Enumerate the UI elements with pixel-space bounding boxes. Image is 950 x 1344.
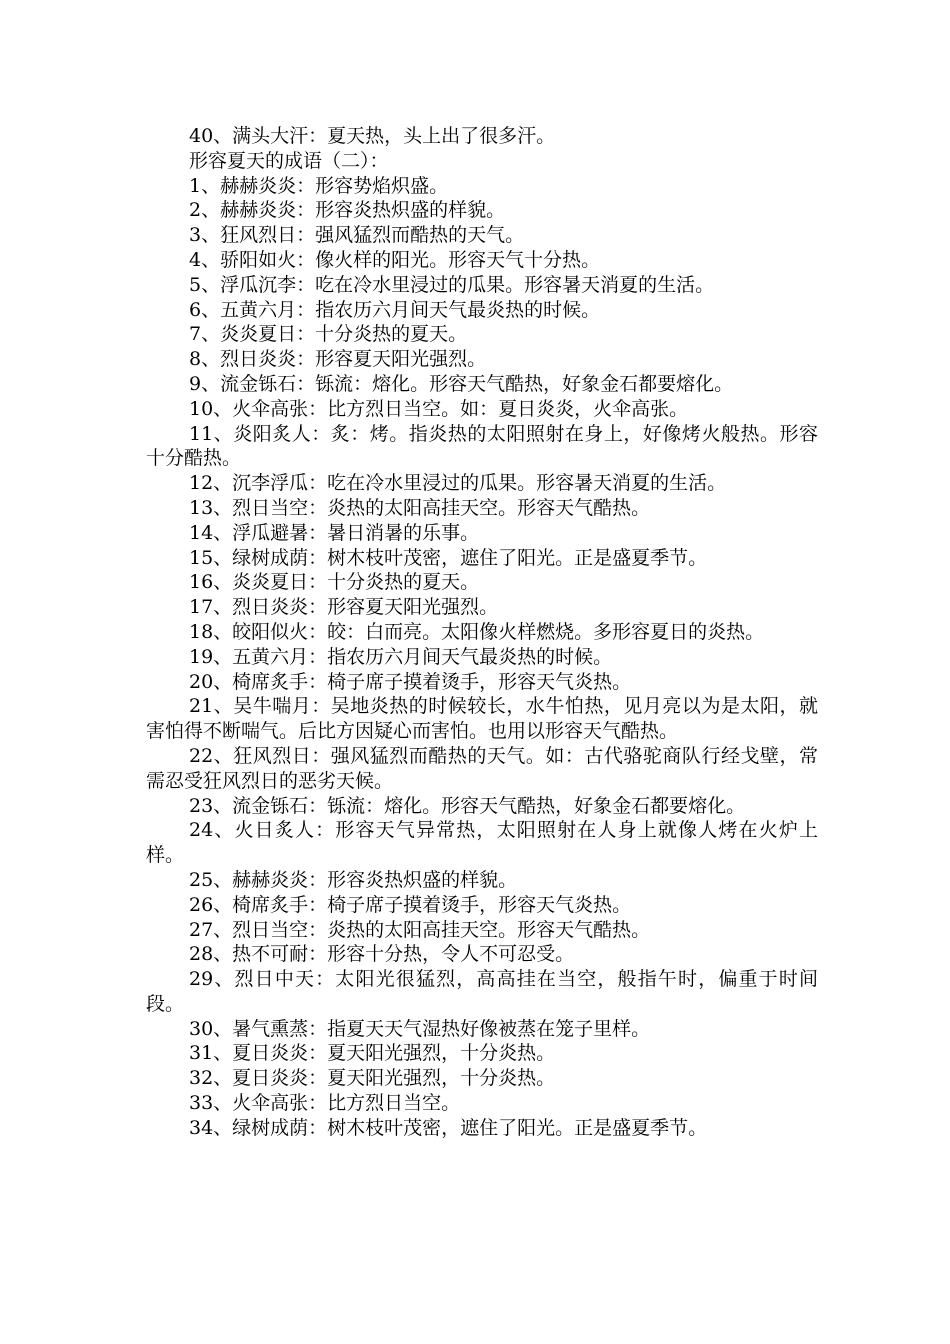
list-item: 16、炎炎夏日：十分炎热的夏天。 [189,571,480,594]
list-item: 20、椅席炙手：椅子席子摸着烫手，形容天气炎热。 [189,670,632,693]
list-item: 21、吴牛喘月：吴地炎热的时候较长，水牛怕热，见月亮以为是太阳，就害怕得不断喘气。后比方因疑心而害怕。也用以形容天气酷热。 [146,695,818,743]
list-item: 15、绿树成荫：树木枝叶茂密，遮住了阳光。正是盛夏季节。 [189,546,708,569]
list-item: 23、流金铄石：铄流：熔化。形容天气酷热，好象金石都要熔化。 [189,794,746,817]
list-item: 6、五黄六月：指农历六月间天气最炎热的时候。 [189,298,601,321]
list-item: 5、浮瓜沉李：吃在冷水里浸过的瓜果。形容暑天消夏的生活。 [189,273,715,296]
list-item: 27、烈日当空：炎热的太阳高挂天空。形容天气酷热。 [189,918,651,941]
list-item: 28、热不可耐：形容十分热，令人不可忍受。 [189,943,575,966]
list-item: 17、烈日炎炎：形容夏天阳光强烈。 [189,596,499,619]
list-item: 24、火日炙人：形容天气异常热，太阳照射在人身上就像人烤在火炉上样。 [146,819,818,867]
list-item: 11、炎阳炙人：炙：烤。指炎热的太阳照射在身上，好像烤火般热。形容十分酷热。 [146,422,818,470]
list-item: 33、火伞高张：比方烈日当空。 [189,1092,461,1115]
list-item: 32、夏日炎炎：夏天阳光强烈，十分炎热。 [189,1067,556,1090]
list-item: 30、暑气熏蒸：指夏天天气湿热好像被蒸在笼子里样。 [189,1017,651,1040]
list-item: 31、夏日炎炎：夏天阳光强烈，十分炎热。 [189,1042,556,1065]
list-item: 40、满头大汗：夏天热，头上出了很多汗。 [189,125,556,147]
section-heading: 形容夏天的成语（二）： [189,149,389,172]
list-item: 3、狂风烈日：强风猛烈而酷热的天气。 [189,224,525,247]
document-body [146,124,818,1141]
list-item: 19、五黄六月：指农历六月间天气最炎热的时候。 [189,645,613,668]
list-item: 26、椅席炙手：椅子席子摸着烫手，形容天气炎热。 [189,893,632,916]
list-item: 18、皎阳似火：皎：白而亮。太阳像火样燃烧。多形容夏日的炎热。 [189,620,765,643]
list-item: 29、烈日中天：太阳光很猛烈，高高挂在当空，般指午时，偏重于时间段。 [146,968,818,1015]
list-item: 22、狂风烈日：强风猛烈而酷热的天气。如：古代骆驼商队行经戈壁，常需忍受狂风烈日的恶劣天候。 [146,744,818,792]
list-item: 1、赫赫炎炎：形容势焰炽盛。 [189,174,449,197]
list-item: 12、沉李浮瓜：吃在冷水里浸过的瓜果。形容暑天消夏的生活。 [189,472,727,495]
list-item: 2、赫赫炎炎：形容炎热炽盛的样貌。 [189,199,506,222]
list-item: 13、烈日当空：炎热的太阳高挂天空。形容天气酷热。 [189,496,651,519]
list-item: 25、赫赫炎炎：形容炎热炽盛的样貌。 [189,868,518,891]
list-item: 34、绿树成荫：树木枝叶茂密，遮住了阳光。正是盛夏季节。 [189,1116,708,1139]
list-item: 4、骄阳如火：像火样的阳光。形容天气十分热。 [189,248,601,271]
list-item: 8、烈日炎炎：形容夏天阳光强烈。 [189,348,487,371]
list-item: 7、炎炎夏日：十分炎热的夏天。 [189,323,468,346]
list-item: 10、火伞高张：比方烈日当空。如：夏日炎炎，火伞高张。 [189,397,689,420]
list-item: 9、流金铄石：铄流：熔化。形容天气酷热，好象金石都要熔化。 [189,372,734,395]
list-item: 14、浮瓜避暑：暑日消暑的乐事。 [189,521,480,544]
